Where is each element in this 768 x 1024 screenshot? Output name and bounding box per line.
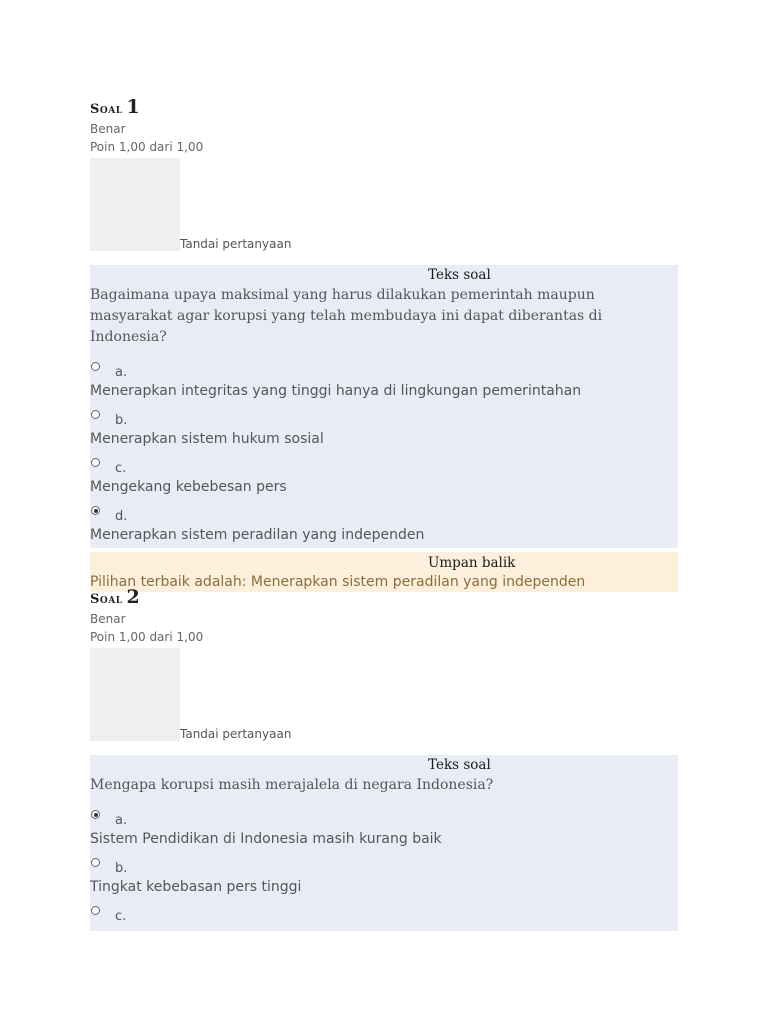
answer-list: [90, 802, 678, 925]
option-text: Tingkat kebebasan pers tinggi: [90, 879, 302, 895]
option-text: Mengekang kebebesan pers: [90, 479, 287, 495]
option-text: Menerapkan integritas yang tinggi hanya di lingkungan pemerintahan: [90, 383, 582, 399]
question-label: Soal: [90, 592, 123, 607]
radio-button[interactable]: [91, 362, 100, 371]
answer-list: [90, 354, 678, 546]
question-block-1: [90, 96, 678, 592]
answer-option-c[interactable]: [90, 450, 678, 498]
option-letter: c.: [115, 909, 127, 924]
question-text-panel: [90, 755, 678, 931]
feedback-title: Umpan balik: [428, 555, 516, 571]
question-number: 2: [126, 586, 140, 608]
answer-option-a[interactable]: [90, 802, 678, 850]
question-points: Poin 1,00 dari 1,00: [90, 140, 204, 154]
radio-button[interactable]: [91, 458, 100, 467]
answer-option-d[interactable]: [90, 498, 678, 546]
question-status: Benar: [90, 612, 126, 626]
option-letter: b.: [115, 861, 128, 876]
option-text: Sistem Pendidikan di Indonesia masih kurang baik: [90, 831, 442, 847]
radio-button-selected[interactable]: [91, 506, 100, 515]
option-letter: c.: [115, 461, 127, 476]
question-number: 1: [126, 96, 140, 118]
flag-icon[interactable]: [90, 158, 180, 251]
flag-question-label[interactable]: Tandai pertanyaan: [180, 237, 292, 251]
question-text-title: Teks soal: [90, 265, 678, 285]
question-status: Benar: [90, 122, 126, 136]
answer-option-c[interactable]: [90, 898, 678, 925]
question-text: Bagaimana upaya maksimal yang harus dilakukan pemerintah maupun masyarakat agar korupsi yang telah membudaya ini dapat diberantas di Indonesia?: [90, 287, 603, 345]
option-letter: a.: [115, 365, 128, 380]
question-heading: [90, 96, 678, 120]
option-letter: b.: [115, 413, 128, 428]
question-label: Soal: [90, 102, 123, 117]
option-letter: d.: [115, 509, 128, 524]
answer-option-b[interactable]: [90, 402, 678, 450]
flag-question-label[interactable]: Tandai pertanyaan: [180, 727, 292, 741]
option-text: Menerapkan sistem hukum sosial: [90, 431, 324, 447]
question-points: Poin 1,00 dari 1,00: [90, 630, 204, 644]
question-text-panel: [90, 265, 678, 548]
answer-option-b[interactable]: [90, 850, 678, 898]
answer-option-a[interactable]: [90, 354, 678, 402]
flag-question[interactable]: [90, 648, 678, 741]
radio-button[interactable]: [91, 410, 100, 419]
radio-button[interactable]: [91, 858, 100, 867]
question-text-title: Teks soal: [90, 755, 678, 775]
question-heading: [90, 586, 678, 610]
radio-button[interactable]: [91, 906, 100, 915]
flag-icon[interactable]: [90, 648, 180, 741]
option-letter: a.: [115, 813, 128, 828]
feedback-text: Pilihan terbaik adalah: Menerapkan sistem peradilan yang independen: [90, 574, 586, 590]
question-text: Mengapa korupsi masih merajalela di negara Indonesia?: [90, 777, 494, 793]
radio-button-selected[interactable]: [91, 810, 100, 819]
flag-question[interactable]: [90, 158, 678, 251]
question-block-2: [90, 586, 678, 931]
option-text: Menerapkan sistem peradilan yang independen: [90, 527, 425, 543]
